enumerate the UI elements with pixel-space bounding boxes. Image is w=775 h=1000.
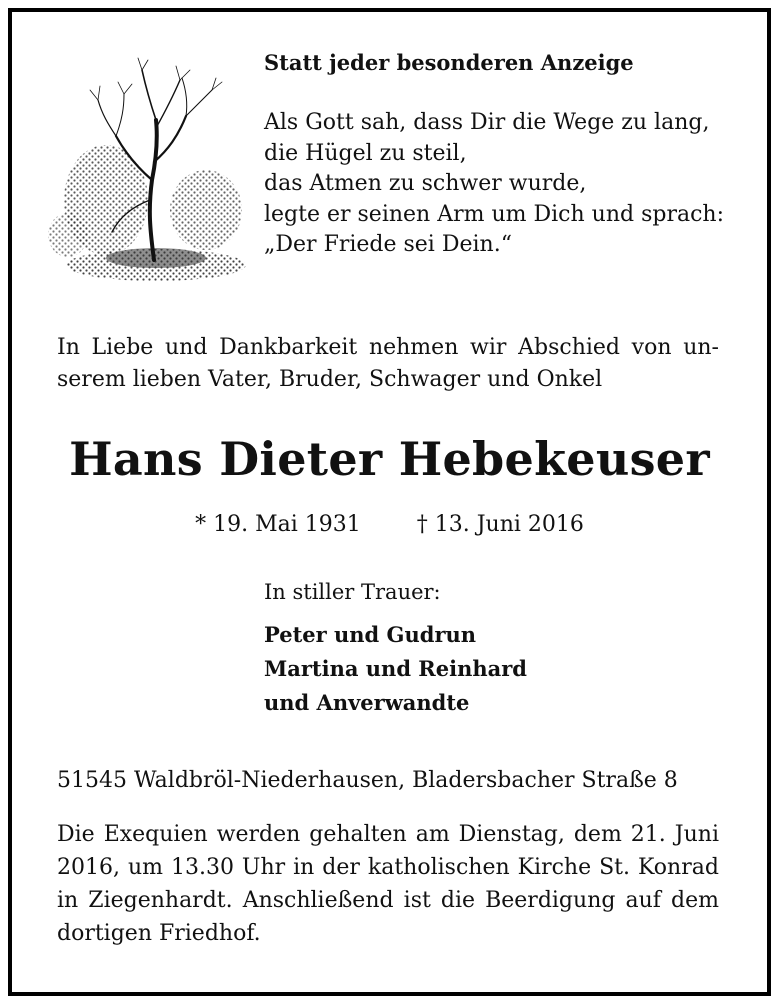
service-word: um (127, 855, 163, 880)
intro-word: In (57, 335, 80, 360)
intro-line-1 (57, 332, 719, 364)
service-word: am (415, 822, 450, 847)
service-text (57, 818, 719, 950)
service-word: Die (57, 822, 95, 847)
death-date: † 13. Juni 2016 (416, 512, 584, 537)
intro-word: un- (683, 335, 719, 360)
intro-word: Abschied (518, 335, 620, 360)
service-word: 13.30 (170, 855, 234, 880)
poem (264, 108, 724, 261)
family-member: Peter und Gudrun (264, 622, 477, 647)
service-word: in (57, 888, 79, 913)
service-word: 21. (630, 822, 666, 847)
intro-word: von (631, 335, 672, 360)
service-word: ist (403, 888, 431, 913)
service-word: die (440, 888, 476, 913)
service-word: Kirche (517, 855, 592, 880)
service-line (57, 851, 719, 884)
family-list (264, 618, 527, 720)
service-word: 2016, (57, 855, 120, 880)
family-member: und Anverwandte (264, 690, 470, 715)
deceased-name: Hans Dieter Hebekeuser (69, 432, 710, 486)
service-word: Dienstag, (458, 822, 565, 847)
service-word: werden (216, 822, 301, 847)
service-word: katholischen (367, 855, 510, 880)
intro-line-2: serem lieben Vater, Bruder, Schwager und Onkel (57, 367, 603, 392)
poem-line: Als Gott sah, dass Dir die Wege zu lang, (264, 110, 710, 135)
intro-word: Liebe (91, 335, 154, 360)
service-word: dem (573, 822, 622, 847)
service-word: gehalten (309, 822, 407, 847)
service-word: Uhr (241, 855, 286, 880)
family-member: Martina und Reinhard (264, 656, 527, 681)
intro-word: nehmen (368, 335, 459, 360)
service-line (57, 884, 719, 917)
service-word: der (322, 855, 360, 880)
poem-line: „Der Friede sei Dein.“ (264, 232, 512, 257)
service-word: Exequien (103, 822, 208, 847)
notice-heading: Statt jeder besonderen Anzeige (264, 50, 634, 75)
service-line (57, 818, 719, 851)
tree-icon (46, 50, 246, 290)
poem-line: das Atmen zu schwer wurde, (264, 171, 587, 196)
address: 51545 Waldbröl-Niederhausen, Bladersbacher Straße 8 (57, 768, 678, 793)
service-word: Juni (674, 822, 719, 847)
birth-date: * 19. Mai 1931 (195, 512, 361, 537)
intro-word: Dankbarkeit (219, 335, 358, 360)
life-dates (12, 512, 767, 537)
intro-word: und (164, 335, 208, 360)
service-word: Anschließend (242, 888, 394, 913)
service-word: dem (671, 888, 719, 913)
poem-line: legte er seinen Arm um Dich und sprach: (264, 201, 724, 227)
mourning-label: In stiller Trauer: (264, 580, 441, 604)
service-word: in (293, 855, 315, 880)
service-word: Beerdigung (485, 888, 616, 913)
intro-text (57, 332, 719, 396)
obituary-frame (8, 8, 771, 996)
service-word: auf (625, 888, 661, 913)
poem-line: die Hügel zu steil, (264, 140, 467, 166)
service-word: Konrad (637, 855, 719, 880)
service-line-last: dortigen Friedhof. (57, 921, 261, 946)
intro-word: wir (470, 335, 507, 360)
service-word: St. (599, 855, 630, 880)
service-word: Ziegenhardt. (88, 888, 233, 913)
